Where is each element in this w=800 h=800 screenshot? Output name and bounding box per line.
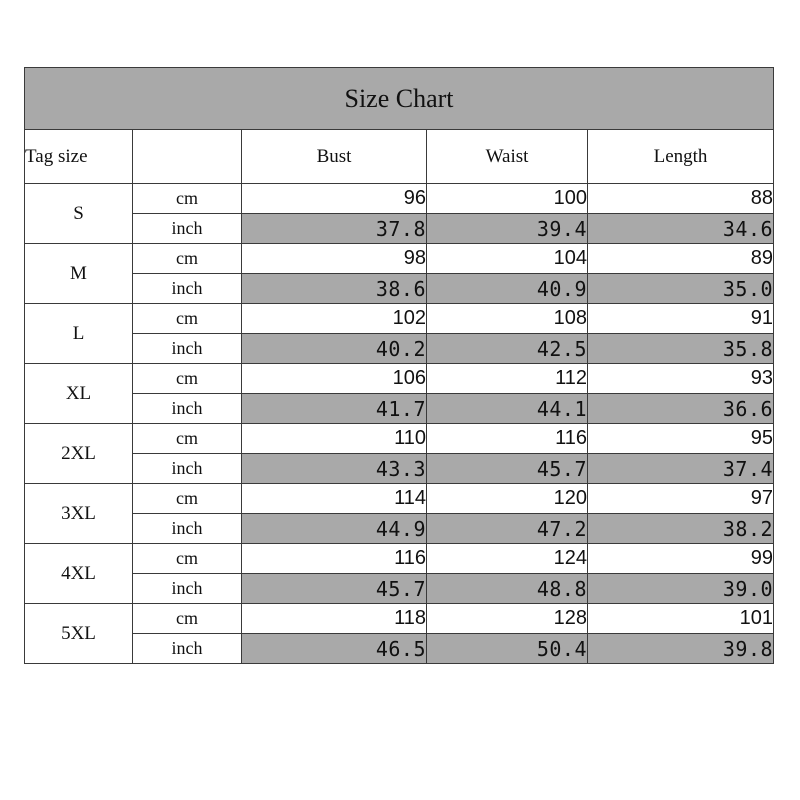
unit-cell: cm (133, 244, 242, 274)
size-row-cm (25, 604, 774, 634)
bust-value: 102 (242, 304, 427, 334)
size-row-inch (25, 574, 774, 604)
length-value: 35.8 (588, 334, 774, 364)
length-value: 89 (588, 244, 774, 274)
tag-size-cell: 5XL (25, 604, 133, 664)
length-value: 37.4 (588, 454, 774, 484)
bust-value: 96 (242, 184, 427, 214)
header-tag-size: Tag size (25, 130, 133, 184)
length-value: 39.8 (588, 634, 774, 664)
length-value: 39.0 (588, 574, 774, 604)
length-value: 91 (588, 304, 774, 334)
length-value: 95 (588, 424, 774, 454)
size-row-inch (25, 454, 774, 484)
unit-cell: cm (133, 484, 242, 514)
header-length: Length (588, 130, 774, 184)
waist-value: 44.1 (427, 394, 588, 424)
unit-cell: cm (133, 604, 242, 634)
size-chart-table (24, 67, 774, 664)
length-value: 38.2 (588, 514, 774, 544)
tag-size-cell: 2XL (25, 424, 133, 484)
tag-size-cell: XL (25, 364, 133, 424)
bust-value: 106 (242, 364, 427, 394)
header-unit (133, 130, 242, 184)
bust-value: 116 (242, 544, 427, 574)
length-value: 101 (588, 604, 774, 634)
unit-cell: inch (133, 274, 242, 304)
size-row-cm (25, 184, 774, 214)
waist-value: 124 (427, 544, 588, 574)
waist-value: 120 (427, 484, 588, 514)
length-value: 34.6 (588, 214, 774, 244)
size-row-inch (25, 514, 774, 544)
tag-size-cell: M (25, 244, 133, 304)
bust-value: 43.3 (242, 454, 427, 484)
bust-value: 41.7 (242, 394, 427, 424)
unit-cell: inch (133, 514, 242, 544)
size-rows (25, 184, 774, 664)
waist-value: 128 (427, 604, 588, 634)
waist-value: 47.2 (427, 514, 588, 544)
unit-cell: inch (133, 394, 242, 424)
size-row-cm (25, 304, 774, 334)
bust-value: 46.5 (242, 634, 427, 664)
tag-size-cell: L (25, 304, 133, 364)
header-bust: Bust (242, 130, 427, 184)
length-value: 35.0 (588, 274, 774, 304)
waist-value: 40.9 (427, 274, 588, 304)
size-row-cm (25, 244, 774, 274)
waist-value: 48.8 (427, 574, 588, 604)
length-value: 88 (588, 184, 774, 214)
unit-cell: inch (133, 214, 242, 244)
size-row-cm (25, 424, 774, 454)
bust-value: 45.7 (242, 574, 427, 604)
bust-value: 98 (242, 244, 427, 274)
unit-cell: inch (133, 454, 242, 484)
unit-cell: cm (133, 304, 242, 334)
size-row-cm (25, 544, 774, 574)
waist-value: 42.5 (427, 334, 588, 364)
unit-cell: cm (133, 184, 242, 214)
unit-cell: inch (133, 634, 242, 664)
length-value: 99 (588, 544, 774, 574)
tag-size-cell: 4XL (25, 544, 133, 604)
size-row-cm (25, 484, 774, 514)
tag-size-cell: S (25, 184, 133, 244)
waist-value: 45.7 (427, 454, 588, 484)
bust-value: 37.8 (242, 214, 427, 244)
waist-value: 104 (427, 244, 588, 274)
length-value: 36.6 (588, 394, 774, 424)
unit-cell: cm (133, 544, 242, 574)
size-row-inch (25, 214, 774, 244)
size-row-inch (25, 634, 774, 664)
waist-value: 50.4 (427, 634, 588, 664)
chart-title: Size Chart (25, 68, 774, 130)
waist-value: 108 (427, 304, 588, 334)
unit-cell: cm (133, 424, 242, 454)
unit-cell: inch (133, 574, 242, 604)
bust-value: 40.2 (242, 334, 427, 364)
length-value: 93 (588, 364, 774, 394)
unit-cell: inch (133, 334, 242, 364)
size-row-inch (25, 274, 774, 304)
length-value: 97 (588, 484, 774, 514)
bust-value: 118 (242, 604, 427, 634)
size-row-inch (25, 334, 774, 364)
size-row-inch (25, 394, 774, 424)
waist-value: 112 (427, 364, 588, 394)
waist-value: 100 (427, 184, 588, 214)
bust-value: 114 (242, 484, 427, 514)
header-waist: Waist (427, 130, 588, 184)
waist-value: 39.4 (427, 214, 588, 244)
size-row-cm (25, 364, 774, 394)
bust-value: 110 (242, 424, 427, 454)
waist-value: 116 (427, 424, 588, 454)
bust-value: 44.9 (242, 514, 427, 544)
unit-cell: cm (133, 364, 242, 394)
bust-value: 38.6 (242, 274, 427, 304)
tag-size-cell: 3XL (25, 484, 133, 544)
